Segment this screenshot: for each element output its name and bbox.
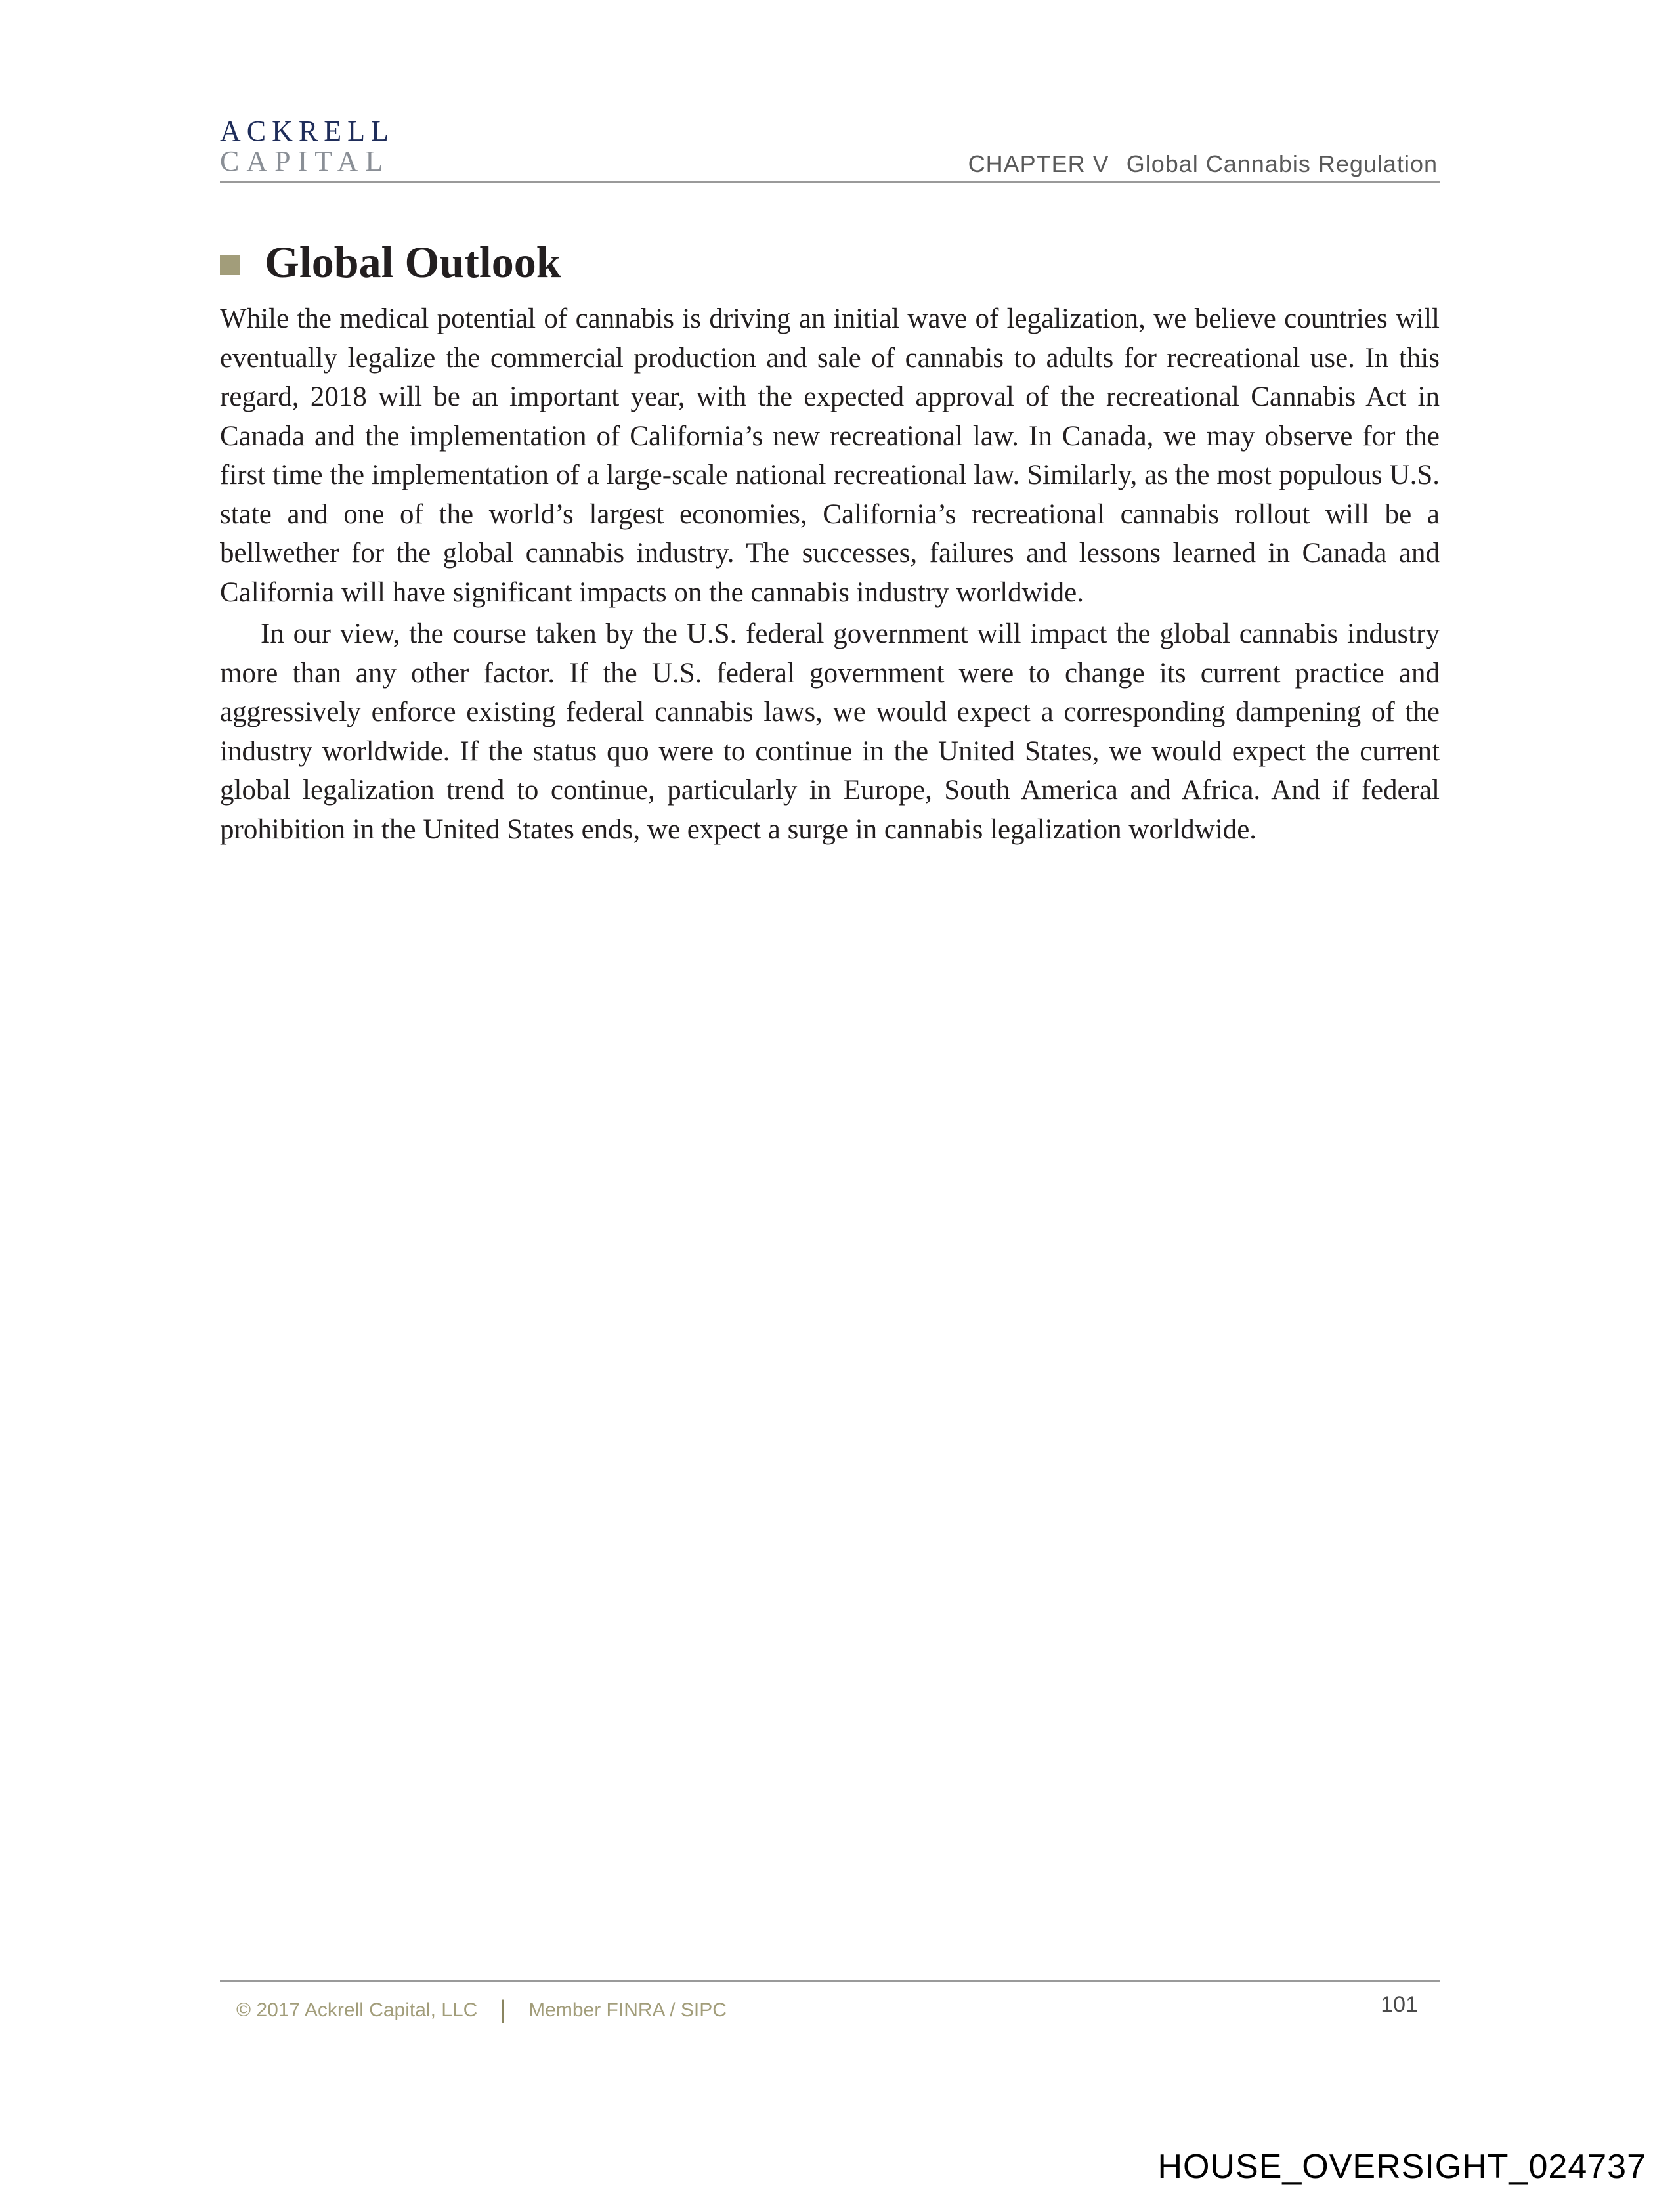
footer [236, 1995, 727, 2023]
logo-line-capital: CAPITAL [220, 145, 391, 177]
page-number: 101 [1381, 1992, 1418, 2017]
footer-membership: Member FINRA / SIPC [528, 1999, 727, 2021]
logo-line-ackrell: ACKRELL [220, 115, 395, 147]
paragraph-1: While the medical potential of cannabis is driving an initial wave of legalization, we believe countries will eventually legalize the commercial production and sale of cannabis to adults for recreational use. In this regard, 2018 will be an important year, with the expected approval of the recreational Cannabis Act in Canada and the implementation of California’s new recreational law. In Canada, we may observe for the first time the implementation of a large-scale national recreational law. Similarly, as the most populous U.S. state and one of the world’s largest economies, California’s recreational cannabis rollout will be a bellwether for the global cannabis industry. The successes, failures and lessons learned in Canada and California will have significant impacts on the cannabis industry worldwide. [220, 303, 1440, 608]
section-title: Global Outlook [265, 237, 561, 287]
square-bullet-icon [220, 255, 240, 275]
section-heading [220, 236, 561, 288]
chapter-label: CHAPTER V [968, 150, 1109, 177]
company-logo [220, 117, 395, 176]
bates-stamp: HOUSE_OVERSIGHT_024737 [1157, 2148, 1646, 2186]
running-header [968, 150, 1438, 178]
footer-divider [220, 1980, 1440, 1982]
paragraph-2: In our view, the course taken by the U.S. federal government will impact the global cannabis industry more than any other factor. If the U.S. federal government were to change its current practice and aggressively enforce existing federal cannabis laws, we would expect a corresponding dampening of the industry worldwide. If the status quo were to continue in the United States, we would expect the current global legalization trend to continue, particularly in Europe, South America and Africa. And if federal prohibition in the United States ends, we expect a surge in cannabis legalization worldwide. [220, 618, 1440, 845]
chapter-title: Global Cannabis Regulation [1126, 150, 1438, 177]
header-divider [220, 181, 1440, 183]
body-text [220, 299, 1440, 852]
footer-copyright: © 2017 Ackrell Capital, LLC [236, 1999, 478, 2021]
footer-separator: | [500, 1996, 507, 2024]
